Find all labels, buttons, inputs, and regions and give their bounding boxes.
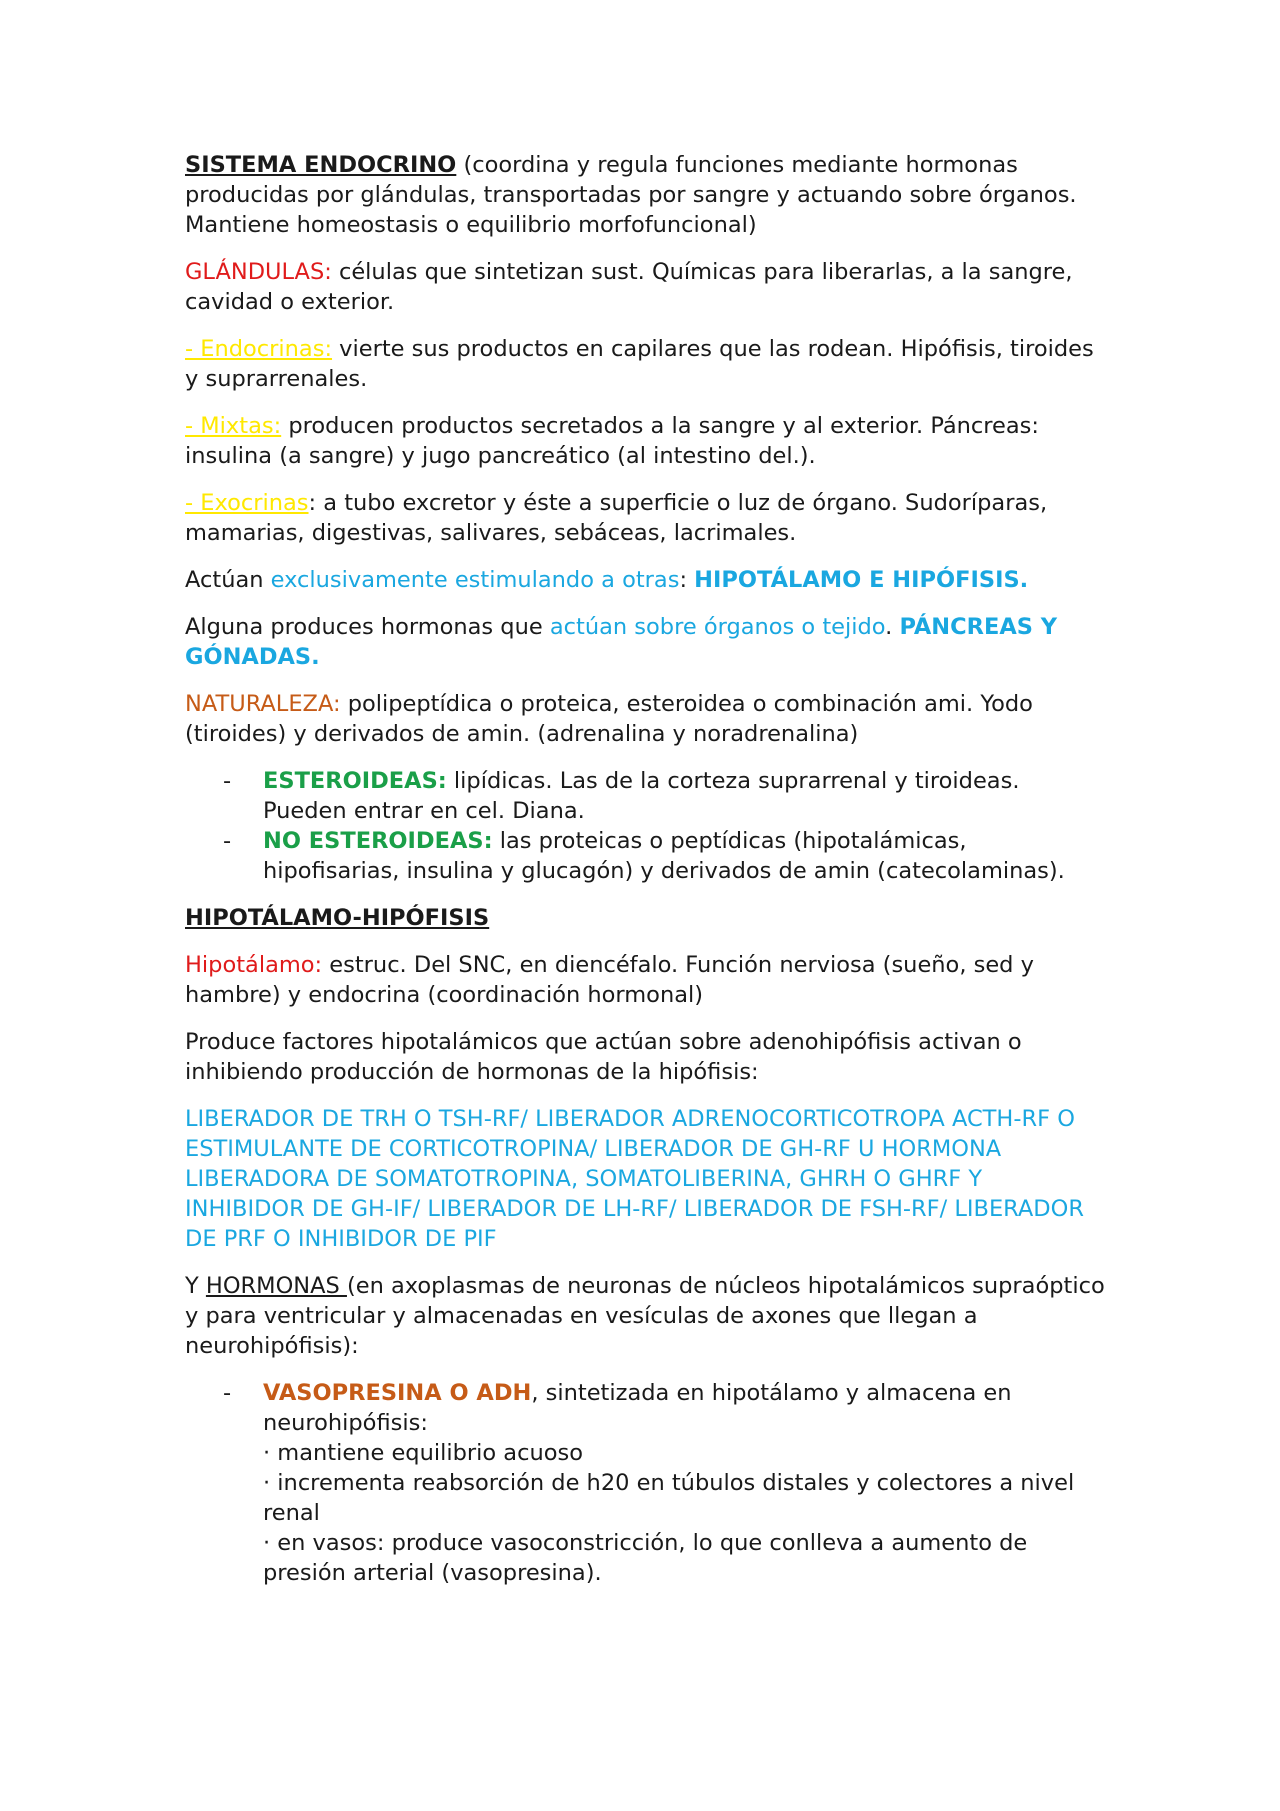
vasopresina-point: · incrementa reabsorción de h20 en túbulos distales y colectores a nivel renal xyxy=(263,1470,1075,1526)
actuan-mid: : xyxy=(679,567,695,593)
list-item-vasopresina xyxy=(185,1378,1105,1588)
exocrinas-paragraph xyxy=(185,488,1105,548)
glandulas-paragraph xyxy=(185,257,1105,317)
bullet-dash: - xyxy=(223,768,232,794)
list-item-esteroideas xyxy=(185,766,1105,826)
naturaleza-label: NATURALEZA: xyxy=(185,691,341,717)
document-page xyxy=(185,150,1105,1605)
naturaleza-paragraph xyxy=(185,689,1105,749)
section-title-hipotalamo-hipofisis: HIPOTÁLAMO-HIPÓFISIS xyxy=(185,905,490,931)
actuan-highlight: exclusivamente estimulando a otras xyxy=(270,567,680,593)
hipotalamo-label: Hipotálamo: xyxy=(185,952,323,978)
section2-heading xyxy=(185,903,1105,933)
alguna-highlight: actúan sobre órganos o tejido xyxy=(549,614,886,640)
alguna-mid: . xyxy=(885,614,900,640)
glandulas-label: GLÁNDULAS: xyxy=(185,259,332,285)
mixtas-label: - Mixtas: xyxy=(185,413,282,439)
hormonas-pre: Y xyxy=(185,1273,206,1299)
intro-text: (coordina y regula funciones mediante hormonas producidas por glándulas, transportadas por sangre y actuando sobre órganos. Mantiene homeostasis o equilibrio morfofuncional) xyxy=(185,152,1077,238)
hormonas-list xyxy=(185,1378,1105,1588)
glandulas-text: células que sintetizan sust. Químicas para liberarlas, a la sangre, cavidad o exterior. xyxy=(185,259,1073,315)
vasopresina-point: · en vasos: produce vasoconstricción, lo que conlleva a aumento de presión arterial (vasopresina). xyxy=(263,1530,1028,1586)
naturaleza-text: polipeptídica o proteica, esteroidea o combinación ami. Yodo (tiroides) y derivados de amin. (adrenalina y noradrenalina) xyxy=(185,691,1033,747)
section-title-sistema-endocrino: SISTEMA ENDOCRINO xyxy=(185,152,457,178)
hormonas-label: HORMONAS xyxy=(205,1273,347,1299)
endocrinas-label: - Endocrinas: xyxy=(185,336,333,362)
esteroideas-text: lipídicas. Las de la corteza suprarrenal y tiroideas. Pueden entrar en cel. Diana. xyxy=(263,768,1020,824)
hipotalamo-text: estruc. Del SNC, en diencéfalo. Función nerviosa (sueño, sed y hambre) y endocrina (coordinación hormonal) xyxy=(185,952,1034,1008)
hipotalamo-paragraph xyxy=(185,950,1105,1010)
alguna-bold: PÁNCREAS Y GÓNADAS. xyxy=(185,614,1058,670)
actuan-pre: Actúan xyxy=(185,567,271,593)
esteroideas-label: ESTEROIDEAS: xyxy=(263,768,447,794)
list-item-no-esteroideas xyxy=(185,826,1105,886)
intro-paragraph xyxy=(185,150,1105,240)
mixtas-text: producen productos secretados a la sangre y al exterior. Páncreas: insulina (a sangre) y jugo pancreático (al intestino del.). xyxy=(185,413,1039,469)
endocrinas-paragraph xyxy=(185,334,1105,394)
bullet-dash: - xyxy=(223,1380,232,1406)
vasopresina-point: · mantiene equilibrio acuoso xyxy=(263,1440,583,1466)
alguna-paragraph xyxy=(185,612,1105,672)
tipos-list xyxy=(185,766,1105,886)
alguna-pre: Alguna produces hormonas que xyxy=(185,614,550,640)
actuan-bold: HIPOTÁLAMO E HIPÓFISIS. xyxy=(694,567,1029,593)
exocrinas-label: - Exocrinas xyxy=(185,490,309,516)
exocrinas-text: : a tubo excretor y éste a superficie o luz de órgano. Sudoríparas, mamarias, digestivas, salivares, sebáceas, lacrimales. xyxy=(185,490,1048,546)
produce-paragraph: Produce factores hipotalámicos que actúan sobre adenohipófisis activan o inhibiendo producción de hormonas de la hipófisis: xyxy=(185,1029,1022,1085)
actuan-paragraph xyxy=(185,565,1105,595)
bullet-dash: - xyxy=(223,828,232,854)
hormonas-text: (en axoplasmas de neuronas de núcleos hipotalámicos supraóptico y para ventricular y almacenadas en vesículas de axones que llegan a neurohipófisis): xyxy=(185,1273,1105,1359)
no-esteroideas-label: NO ESTEROIDEAS: xyxy=(263,828,493,854)
vasopresina-label: VASOPRESINA O ADH xyxy=(263,1380,532,1406)
hormonas-paragraph xyxy=(185,1271,1105,1361)
vasopresina-text: , sintetizada en hipotálamo y almacena en neurohipófisis: xyxy=(263,1380,1012,1436)
mixtas-paragraph xyxy=(185,411,1105,471)
no-esteroideas-text: las proteicas o peptídicas (hipotalámicas, hipofisarias, insulina y glucagón) y derivados de amin (catecolaminas). xyxy=(263,828,1065,884)
endocrinas-text: vierte sus productos en capilares que las rodean. Hipófisis, tiroides y suprarrenales. xyxy=(185,336,1094,392)
factores-paragraph: LIBERADOR DE TRH O TSH-RF/ LIBERADOR ADRENOCORTICOTROPA ACTH-RF O ESTIMULANTE DE CORTICOTROPINA/ LIBERADOR DE GH-RF U HORMONA LIBERADORA DE SOMATOTROPINA, SOMATOLIBERINA, GHRH O GHRF Y INHIBIDOR DE GH-IF/ LIBERADOR DE LH-RF/ LIBERADOR DE FSH-RF/ LIBERADOR DE PRF O INHIBIDOR DE PIF xyxy=(185,1106,1084,1252)
